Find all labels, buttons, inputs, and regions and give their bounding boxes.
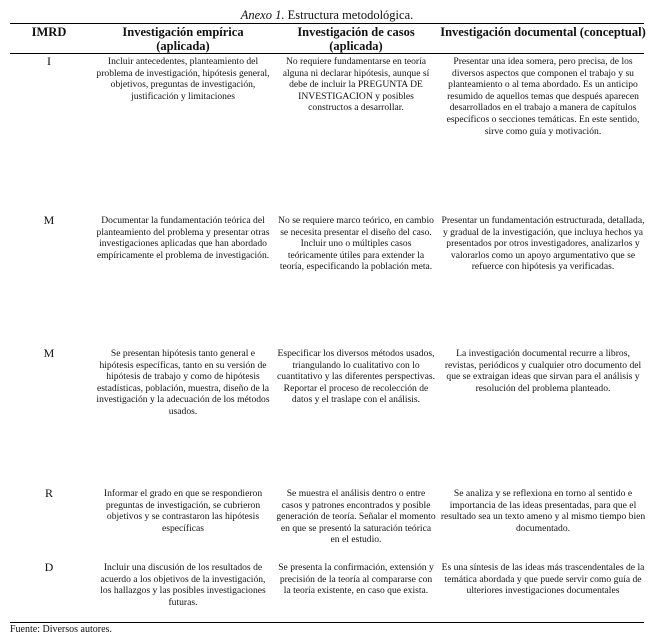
header-casos: Investigación de casos (aplicada) xyxy=(297,25,415,53)
bottom-rule xyxy=(10,622,644,623)
header-imrd: IMRD xyxy=(31,25,67,39)
row-d-empirica: Incluir una discusión de los resultados de acuerdo a los objetivos de la investigación, los hallazgos y las posibles investigaciones futuras. xyxy=(100,562,266,608)
top-rule xyxy=(10,23,644,24)
row-m2-empirica: Se presentan hipótesis tanto general e hipótesis específicas, tanto en su versión de hipótesis de trabajo y como de hipótesis estadísticas, población, muestra, diseño de la investigación y la adecuación de los métodos usados. xyxy=(96,348,270,417)
table-caption xyxy=(0,8,654,22)
table-source: Fuente: Diversos autores. xyxy=(10,624,112,635)
row-m1-casos: No se requiere marco teórico, en cambio se necesita presentar el diseño del caso. Incluir uno o múltiples casos teóricamente útiles para extender la teoría, especificando la población meta. xyxy=(278,215,434,273)
row-i-empirica: Incluir antecedentes, planteamiento del problema de investigación, hipótesis general, objetivos, preguntas de investigación, justificación y limitaciones xyxy=(96,56,270,102)
row-label-r: R xyxy=(44,486,53,500)
row-label-m1: M xyxy=(43,213,55,227)
row-label-d: D xyxy=(44,560,54,574)
table-title: Estructura metodológica. xyxy=(287,8,414,22)
row-d-casos: Se presenta la confirmación, extensión y precisión de la teoría al compararse con la teoría existente, en caso que exista. xyxy=(278,562,434,597)
row-m2-documental: La investigación documental recurre a libros, revistas, periódicos y cualquier otro documento del que se extraigan ideas que sirvan para el análisis y resolución del problema planteado. xyxy=(444,348,642,394)
row-i-casos: No requiere fundamentarse en teoría alguna ni declarar hipótesis, aunque sí debe de incluir la PREGUNTA DE INVESTIGACION y posibles constructos a desarrollar. xyxy=(282,56,430,114)
row-m1-documental: Presentar un fundamentación estructurada, detallada, y gradual de la investigación, que incluya hechos ya presentados por otros investigadores, analizarlos y valorarlos como un apoyo argumentativo que se refuerce con hipótesis ya verificadas. xyxy=(441,215,645,273)
row-d-documental: Es una síntesis de las ideas más trascendentales de la temática abordada y que puede servir como guía de ulteriores investigaciones documentales xyxy=(441,562,645,597)
row-r-empirica: Informar el grado en que se respondieron preguntas de investigación, se cubrieron objetivos y se contrastaron las hipótesis específicas xyxy=(103,488,263,534)
row-i-documental: Presentar una idea somera, pero precisa, de los diversos aspectos que componen el trabajo y su planteamiento o al tema abordado. Es un anticipo resumido de aquellos temas que después aparecen desarrollados en el trabajo a manera de capítulos específicos o secciones temáticas. En este sentido, sirve como guía y motivación. xyxy=(446,56,640,137)
row-label-i: I xyxy=(47,54,51,68)
row-r-documental: Se analiza y se reflexiona en torno al sentido e importancia de las ideas presentadas, para que el resultado sea un texto ameno y al mismo tiempo bien documentado. xyxy=(440,488,646,534)
header-documental: Investigación documental (conceptual) xyxy=(440,25,646,39)
row-label-m2: M xyxy=(43,346,55,360)
row-m1-empirica: Documentar la fundamentación teórica del planteamiento del problema y presentar otras investigaciones aplicadas que han abordado empíricamente el problema de investigación. xyxy=(96,215,270,261)
header-rule xyxy=(10,53,644,54)
row-r-casos: Se muestra el análisis dentro o entre casos y patrones encontrados y posible generación de teoría. Señalar el momento en que se presentó la saturación teórica en el estudio. xyxy=(276,488,436,546)
header-empirica: Investigación empírica (aplicada) xyxy=(122,25,244,53)
row-m2-casos: Especificar los diversos métodos usados, triangulando lo cualitativo con lo cuantitativo y las diferentes perspectivas. Reportar el proceso de recolección de datos y el traslape con el análisis. xyxy=(277,348,435,406)
annex-label: Anexo 1. xyxy=(240,8,285,22)
